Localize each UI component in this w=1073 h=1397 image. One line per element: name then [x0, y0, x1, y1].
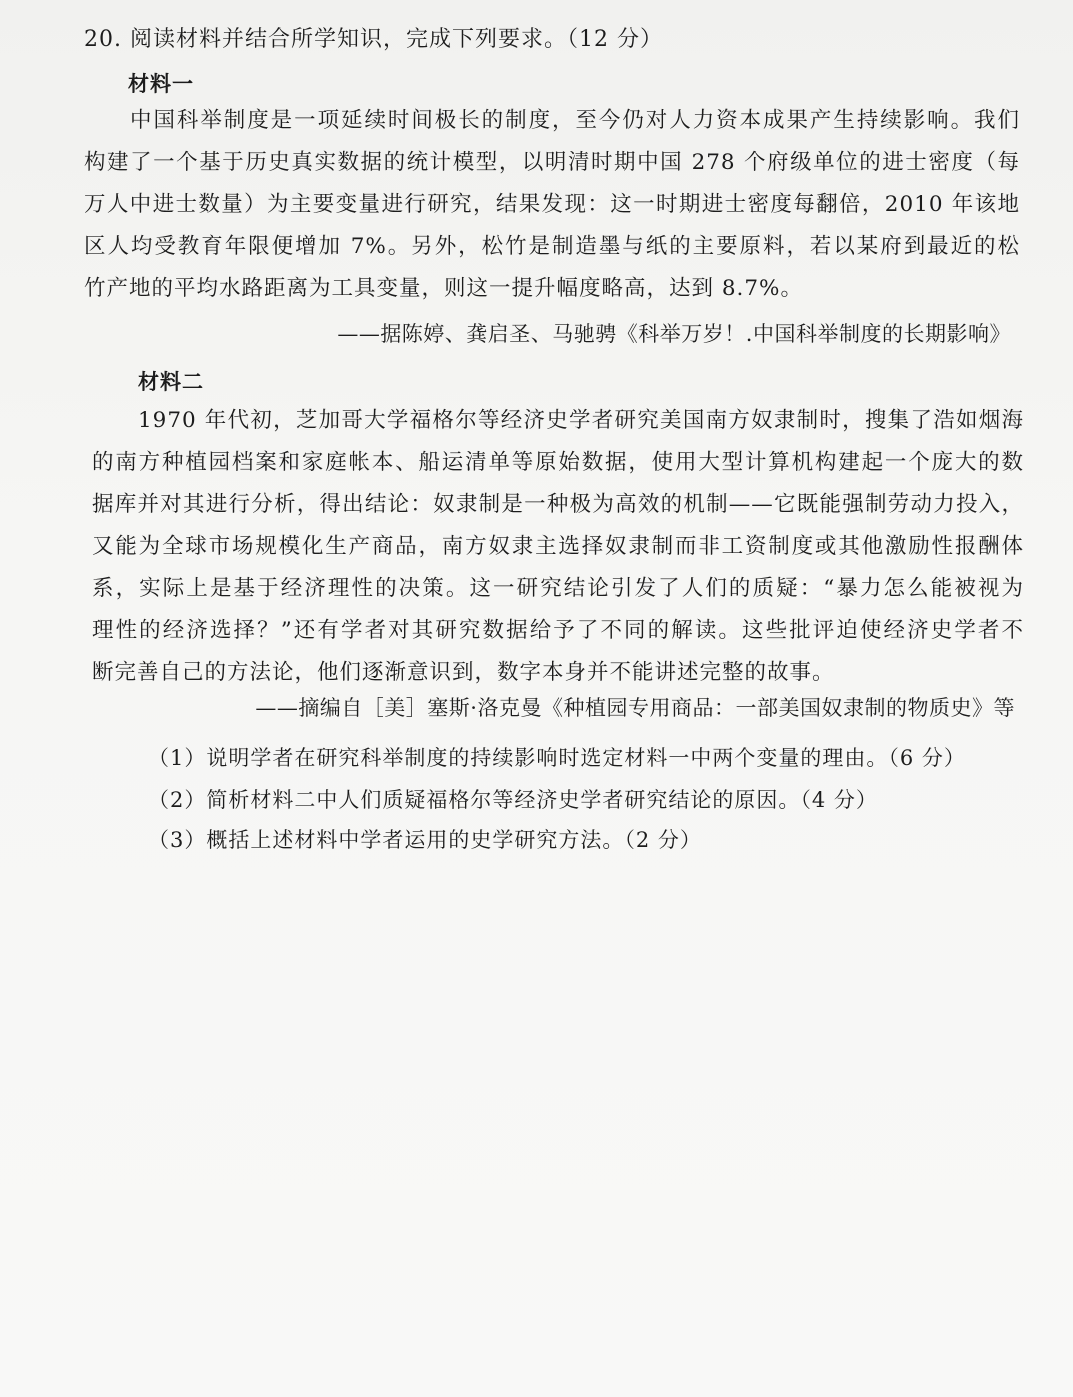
material-1-line: 万人中进士数量）为主要变量进行研究，结果发现：这一时期进士密度每翻倍，2010 年该地 [84, 192, 1020, 217]
sub-question-3: （3）概括上述材料中学者运用的史学研究方法。（2 分） [148, 828, 702, 852]
material-2-line: 断完善自己的方法论，他们逐渐意识到，数字本身并不能讲述完整的故事。 [92, 660, 835, 685]
material-1-source: ——据陈婷、龚启圣、马驰骋《科举万岁！.中国科举制度的长期影响》 [337, 322, 1011, 346]
material-1-text [84, 100, 1020, 310]
material-2-line: 理性的经济选择？”还有学者对其研究数据给予了不同的解读。这些批评迫使经济史学者不 [92, 618, 1024, 643]
material-2-line: 的南方种植园档案和家庭帐本、船运清单等原始数据，使用大型计算机构建起一个庞大的数 [92, 450, 1024, 475]
sub-question-1: （1）说明学者在研究科举制度的持续影响时选定材料一中两个变量的理由。（6 分） [148, 746, 966, 770]
material-2-text [92, 400, 1024, 694]
material-2-line: 系，实际上是基于经济理性的决策。这一研究结论引发了人们的质疑：“暴力怎么能被视为 [92, 576, 1024, 601]
material-1-line: 中国科举制度是一项延续时间极长的制度，至今仍对人力资本成果产生持续影响。我们 [130, 108, 1020, 133]
material-1-line: 区人均受教育年限便增加 7%。另外，松竹是制造墨与纸的主要原料，若以某府到最近的松 [84, 234, 1020, 259]
question-header: 20. 阅读材料并结合所学知识，完成下列要求。（12 分） [84, 27, 663, 52]
material-2-line: 据库并对其进行分析，得出结论：奴隶制是一种极为高效的机制——它既能强制劳动力投入， [92, 492, 1024, 517]
material-2-line: 又能为全球市场规模化生产商品，南方奴隶主选择奴隶制而非工资制度或其他激励性报酬体 [92, 534, 1024, 559]
material-2-source: ——摘编自［美］塞斯·洛克曼《种植园专用商品：一部美国奴隶制的物质史》等 [255, 696, 1015, 720]
material-2-title: 材料二 [138, 369, 204, 394]
material-1-line: 竹产地的平均水路距离为工具变量，则这一提升幅度略高，达到 8.7%。 [84, 276, 803, 301]
sub-question-2: （2）简析材料二中人们质疑福格尔等经济史学者研究结论的原因。（4 分） [148, 788, 878, 812]
material-2-line: 1970 年代初，芝加哥大学福格尔等经济史学者研究美国南方奴隶制时，搜集了浩如烟海 [138, 408, 1024, 433]
material-1-title: 材料一 [128, 71, 194, 96]
material-1-line: 构建了一个基于历史真实数据的统计模型，以明清时期中国 278 个府级单位的进士密度（每 [84, 150, 1020, 175]
